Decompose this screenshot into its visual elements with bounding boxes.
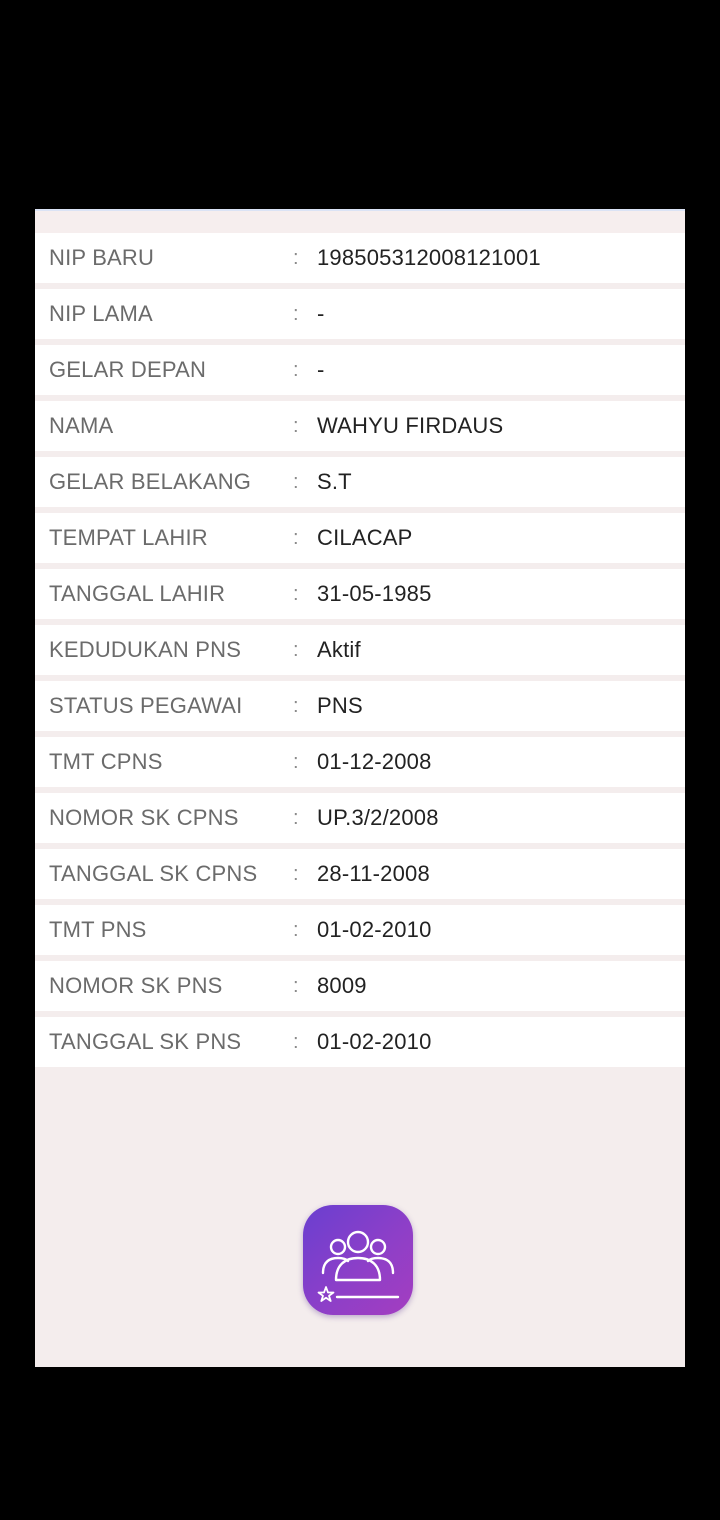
row-separator: : (293, 862, 299, 885)
row-separator: : (293, 974, 299, 997)
row-nip-lama (35, 289, 685, 339)
row-value: 28-11-2008 (317, 861, 430, 886)
row-tmt-pns (35, 905, 685, 955)
row-separator: : (293, 918, 299, 941)
row-nama (35, 401, 685, 451)
row-value: WAHYU FIRDAUS (317, 413, 504, 438)
row-value: - (317, 301, 325, 326)
row-label: NOMOR SK PNS (49, 973, 223, 998)
app-logo[interactable] (303, 1205, 413, 1315)
profile-details-list (35, 233, 685, 1067)
row-separator: : (293, 246, 299, 269)
row-label: TANGGAL SK CPNS (49, 861, 258, 886)
row-separator: : (293, 638, 299, 661)
row-label: GELAR BELAKANG (49, 469, 252, 494)
app-screen (35, 209, 685, 1367)
row-separator: : (293, 358, 299, 381)
row-value: 198505312008121001 (317, 245, 541, 270)
row-value: 01-12-2008 (317, 749, 432, 774)
top-strip (35, 211, 685, 233)
row-nomor-sk-pns (35, 961, 685, 1011)
row-separator: : (293, 526, 299, 549)
row-value: UP.3/2/2008 (317, 805, 439, 830)
row-label: STATUS PEGAWAI (49, 693, 243, 718)
row-value: Aktif (317, 637, 361, 662)
row-tanggal-lahir (35, 569, 685, 619)
row-status-pegawai (35, 681, 685, 731)
row-gelar-belakang (35, 457, 685, 507)
row-nip-baru (35, 233, 685, 283)
row-value: 01-02-2010 (317, 1029, 432, 1054)
row-label: NOMOR SK CPNS (49, 805, 239, 830)
row-label: TEMPAT LAHIR (49, 525, 208, 550)
row-label: TANGGAL LAHIR (49, 581, 226, 606)
row-value: CILACAP (317, 525, 413, 550)
row-label: KEDUDUKAN PNS (49, 637, 242, 662)
row-value: - (317, 357, 325, 382)
row-label: TMT PNS (49, 917, 147, 942)
row-separator: : (293, 582, 299, 605)
row-separator: : (293, 470, 299, 493)
row-label: NIP LAMA (49, 301, 153, 326)
row-kedudukan-pns (35, 625, 685, 675)
row-tmt-cpns (35, 737, 685, 787)
row-separator: : (293, 806, 299, 829)
row-separator: : (293, 1030, 299, 1053)
row-gelar-depan (35, 345, 685, 395)
users-group-star-icon (303, 1205, 413, 1315)
row-label: GELAR DEPAN (49, 357, 207, 382)
row-separator: : (293, 750, 299, 773)
row-nomor-sk-cpns (35, 793, 685, 843)
row-separator: : (293, 694, 299, 717)
row-value: S.T (317, 469, 352, 494)
row-value: 01-02-2010 (317, 917, 432, 942)
row-label: TMT CPNS (49, 749, 163, 774)
row-label: TANGGAL SK PNS (49, 1029, 242, 1054)
row-tempat-lahir (35, 513, 685, 563)
row-label: NIP BARU (49, 245, 155, 270)
row-tanggal-sk-cpns (35, 849, 685, 899)
row-value: PNS (317, 693, 363, 718)
row-separator: : (293, 302, 299, 325)
row-value: 8009 (317, 973, 367, 998)
row-separator: : (293, 414, 299, 437)
row-tanggal-sk-pns (35, 1017, 685, 1067)
row-label: NAMA (49, 413, 114, 438)
row-value: 31-05-1985 (317, 581, 432, 606)
